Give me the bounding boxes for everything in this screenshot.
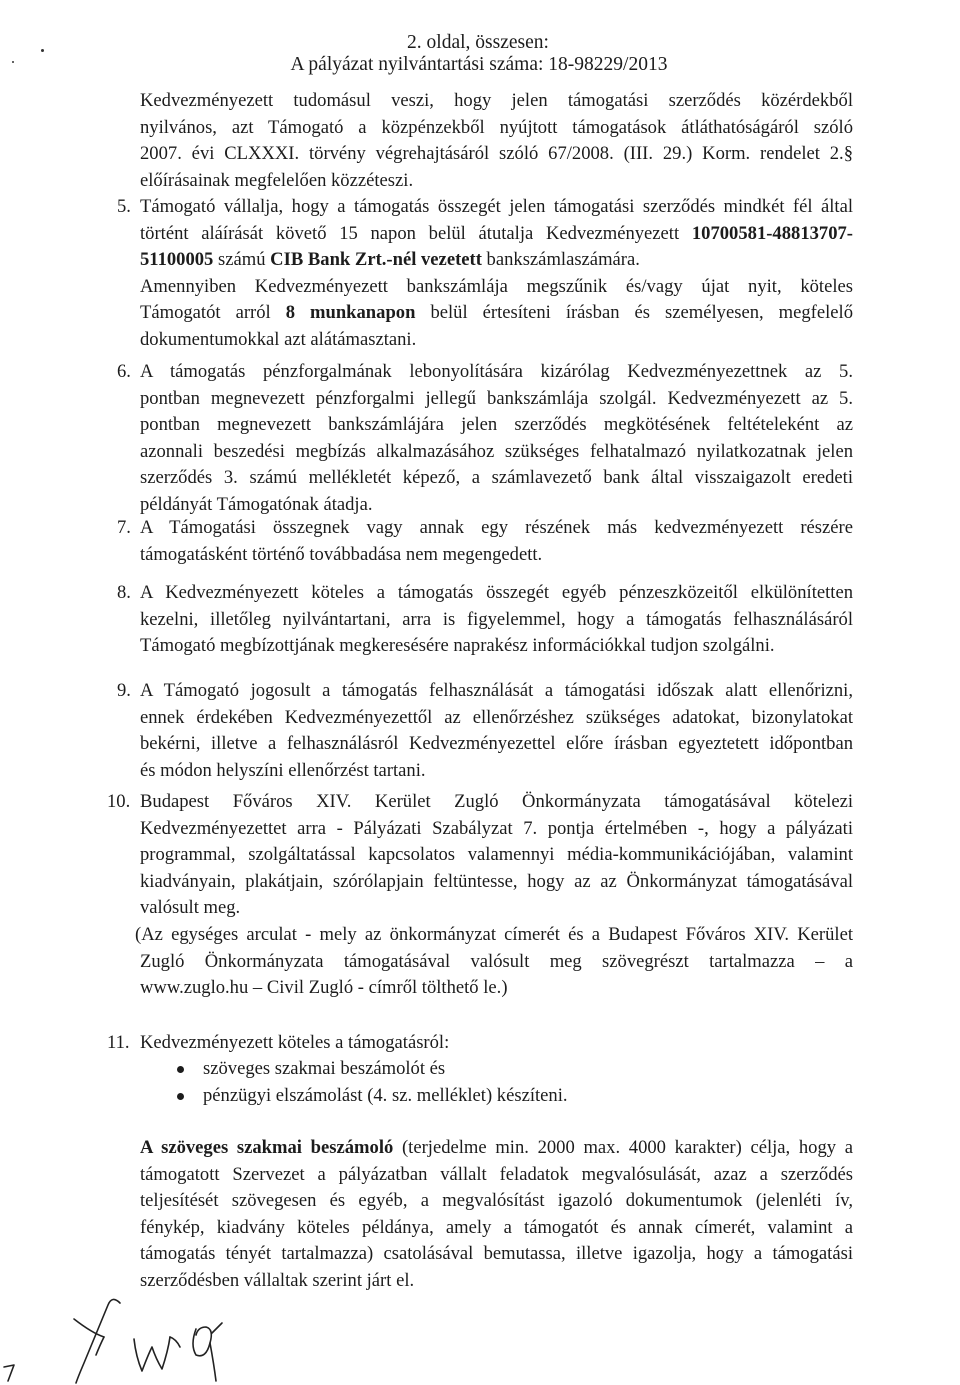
section-5-line: Támogató vállalja, hogy a támogatás összegét jelen támogatási szerződés mindkét fél által: [140, 196, 853, 217]
section-6-line: A támogatás pénzforgalmának lebonyolítására kizárólag Kedvezményezettnek az 5.: [140, 361, 853, 382]
section-5-number: 5.: [117, 196, 131, 217]
section-5-text: belül értesíteni írásban és személyesen, megfelelő: [415, 302, 853, 323]
section-9-body: [140, 678, 853, 784]
section-9-number: 9.: [117, 680, 131, 701]
report-line: [140, 1135, 853, 1162]
section-9-line: A Támogató jogosult a támogatás felhasználását a támogatási időszak alatt ellenőrizni,: [140, 680, 853, 701]
section-10-line: programmal, szolgáltatással kapcsolatos valamennyi média-kommunikációjában, valamint: [140, 844, 853, 865]
report-text: (terjedelme min. 2000 max. 4000 karakter) célja, hogy a: [393, 1137, 853, 1158]
section-5-line: [140, 247, 853, 274]
section-10-note-line: www.zuglo.hu – Civil Zugló - címről tölthető le.): [140, 977, 508, 998]
section-6-line: pontban megnevezett bankszámlájára jelen szerződés megkötésének feltételeként az: [140, 414, 853, 435]
section-6-body: [140, 359, 853, 518]
intro-line: 2007. évi CLXXXI. törvény végrehajtásáról szóló 67/2008. (III. 29.) Korm. rendelet 2.§: [140, 143, 853, 164]
section-8-number: 8.: [117, 582, 131, 603]
section-5-line: [140, 300, 853, 327]
section-8-body: [140, 580, 853, 660]
intro-line: nyilvános, azt Támogató a közpénzekből nyújtott támogatások átláthatóságáról szóló: [140, 116, 853, 138]
handwritten-initials: [0, 1285, 300, 1385]
application-number: [0, 52, 960, 78]
report-line: támogatás tényét tartalmazza) csatolásával bemutassa, illetve igazolja, hogy a támogatási: [140, 1243, 853, 1264]
section-5-text: számú: [213, 249, 271, 270]
section-10-body: [140, 789, 853, 922]
bank-account-number: 10700581-48813707-: [691, 222, 853, 244]
section-6-line: példányát Támogatónak átadja.: [140, 493, 373, 515]
section-11-body: [140, 1030, 853, 1057]
report-line: teljesítését szövegesen és egyéb, a megvalósítást igazoló dokumentumok (jelenléti ív,: [140, 1190, 853, 1211]
section-10-note-line: (Az egységes arculat - mely az önkormányzat címerét és a Budapest Főváros XIV. Kerület: [135, 924, 853, 945]
intro-paragraph: [140, 88, 853, 194]
section-7-line: A Támogatási összegnek vagy annak egy részének más kedvezményezett részére: [140, 517, 853, 538]
intro-line: Kedvezményezett tudomásul veszi, hogy jelen támogatási szerződés közérdekből: [140, 90, 853, 111]
section-8-line: A Kedvezményezett köteles a támogatás összegét egyéb pénzeszközeitől elkülönítetten: [140, 582, 853, 603]
section-7-line: támogatásként történő továbbadása nem megengedett.: [140, 543, 543, 565]
section-6-number: 6.: [117, 361, 131, 382]
section-10-line: valósult meg.: [140, 897, 241, 918]
bullet-icon: [177, 1093, 184, 1100]
section-10-note-line: Zugló Önkormányzata támogatásával valósult meg szövegrészt tartalmazza – a: [140, 950, 853, 972]
bullet-icon: [177, 1066, 184, 1073]
bank-name: CIB Bank Zrt.-nél vezetett: [270, 249, 482, 270]
section-9-line: ennek érdekében Kedvezményezettől az ellenőrzéshez szükséges adatokat, bizonylatokat: [140, 706, 853, 728]
section-5-line: dokumentumokkal azt alátámasztani.: [140, 328, 417, 350]
section-8-line: Támogató megbízottjának megkeresésére naprakész információkkal tudjon szolgálni.: [140, 635, 775, 656]
section-10-note: [135, 922, 853, 1002]
scan-speck: [41, 49, 44, 52]
deadline-days: 8 munkanapon: [285, 302, 416, 323]
report-paragraph: [140, 1135, 853, 1294]
section-6-line: szerződés 3. számú mellékletét képező, a számlavezető bank által visszaigazolt eredeti: [140, 467, 853, 488]
section-9-line: bekérni, illetve a felhasználásról Kedvezményezettel előre írásban egyeztetett időpontban: [140, 733, 853, 754]
section-10-line: Budapest Főváros XIV. Kerület Zugló Önkormányzata támogatásával kötelezi: [140, 791, 853, 812]
section-9-line: és módon helyszíni ellenőrzést tartani.: [140, 759, 426, 781]
section-5-text: történt aláírását követő 15 napon belül átutalja Kedvezményezett: [140, 222, 692, 244]
scan-speck: [12, 61, 14, 63]
report-title: A szöveges szakmai beszámoló: [140, 1137, 394, 1158]
section-5-text: Támogatót arról: [140, 302, 286, 323]
section-10-number: 10.: [107, 791, 131, 812]
list-item-text: pénzügyi elszámolást (4. sz. melléklet) készíteni.: [203, 1085, 568, 1106]
section-10-line: Kedvezményezettet arra - Pályázati Szabályzat 7. pontja értelmében -, hogy a pályázati: [140, 817, 853, 839]
intro-line: előírásainak megfelelően közzéteszi.: [140, 169, 414, 191]
section-6-line: azonnali beszedési megbízás alkalmazásához szükséges felhatalmazó nyilatkozatnak jelen: [140, 440, 853, 462]
section-5-text: bankszámlaszámára.: [481, 249, 640, 270]
application-number-text: A pályázat nyilvántartási száma: 18-98229/2013: [290, 54, 668, 75]
bank-account-number-end: 51100005: [140, 249, 214, 270]
report-line: fénykép, kiadvány köteles példánya, amely a támogatót és annak címerét, valamint a: [140, 1216, 853, 1238]
report-line: támogatott Szervezet a pályázatban vállalt feladatok megvalósulását, azaz a szerződés: [140, 1163, 853, 1185]
report-line: szerződésben vállaltak szerint járt el.: [140, 1269, 415, 1291]
section-6-line: pontban megnevezett pénzforgalmi jellegű bankszámlája szolgál. Kedvezményezett az 5.: [140, 387, 853, 409]
section-7-body: [140, 515, 853, 568]
section-11-number: 11.: [107, 1032, 130, 1053]
list-item-text: szöveges szakmai beszámolót és: [203, 1058, 446, 1079]
page-counter-text: 2. oldal, összesen:: [407, 32, 549, 53]
section-10-line: kiadványain, plakátjain, szórólapjain feltüntesse, hogy az az Önkormányzat támogatásával: [140, 870, 853, 892]
section-8-line: kezelni, illetőleg nyilvántartani, arra is figyelemmel, hogy a támogatás felhasználásáról: [140, 608, 853, 630]
section-5-line: Amennyiben Kedvezményezett bankszámlája megszűnik és/vagy újat nyit, köteles: [140, 275, 853, 297]
section-7-number: 7.: [117, 517, 131, 538]
section-11-line: Kedvezményezett köteles a támogatásról:: [140, 1032, 450, 1053]
section-5-body: [140, 194, 853, 353]
section-5-line: [140, 221, 853, 248]
